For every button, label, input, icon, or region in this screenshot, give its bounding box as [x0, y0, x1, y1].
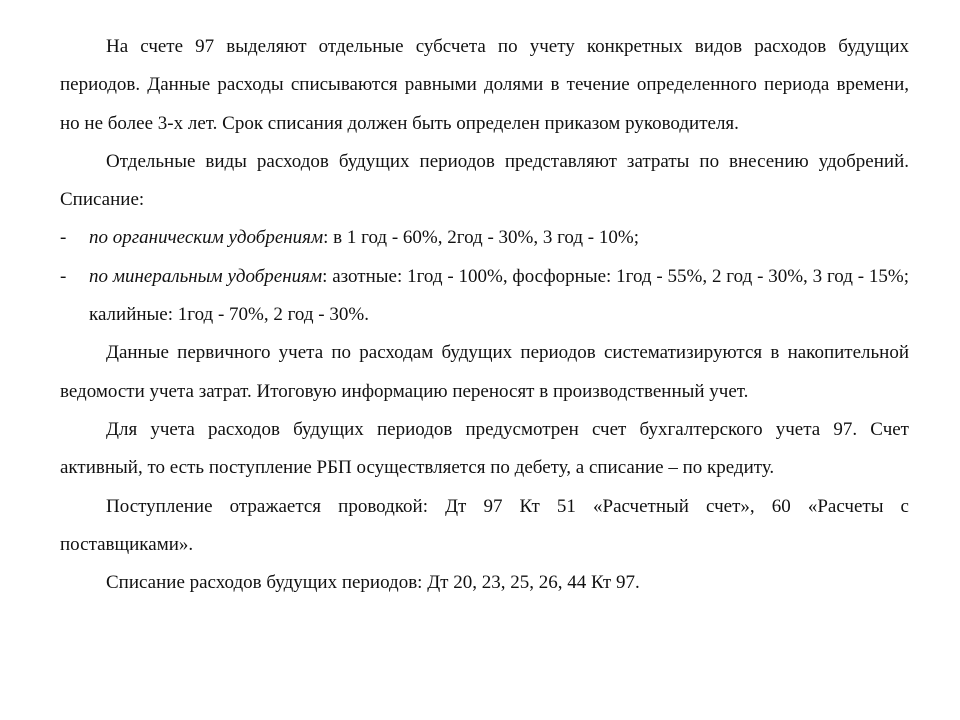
list-item-mineral	[60, 258, 909, 335]
paragraph-primary-accounting: Данные первичного учета по расходам будущих периодов систематизируются в накопительной ведомости учета затрат. Итоговую информацию переносят в производственный учет.	[60, 342, 909, 402]
list-item-organic-term: по органическим удобрениям	[89, 227, 324, 249]
document-body	[60, 28, 909, 602]
paragraph-posting-entry: Поступление отражается проводкой: Дт 97 Кт 51 «Расчетный счет», 60 «Расчеты с поставщиками».	[60, 495, 909, 555]
list-item-mineral-text: : азотные: 1год - 100%, фосфорные: 1год - 55%, 2 год - 30%, 3 год - 15%; калийные: 1год - 70%, 2 год - 30%.	[89, 265, 909, 326]
paragraph-account-97: Для учета расходов будущих периодов предусмотрен счет бухгалтерского учета 97. Счет активный, то есть поступление РБП осуществляется по дебету, а списание – по кредиту.	[60, 418, 909, 479]
bullet-dash-icon: -	[60, 265, 67, 287]
paragraph-fertilizer-expenses: Отдельные виды расходов будущих периодов представляют затраты по внесению удобрений. Списание:	[60, 150, 909, 211]
list-item-organic	[60, 219, 909, 257]
paragraph-subaccounts: На счете 97 выделяют отдельные субсчета по учету конкретных видов расходов будущих периодов. Данные расходы списываются равными долями в течение определенного периода времени, но не более 3-х лет. Срок списания должен быть определен приказом руководителя.	[60, 36, 909, 134]
bullet-dash-icon: -	[60, 227, 67, 249]
paragraph-write-off: Списание расходов будущих периодов: Дт 20, 23, 25, 26, 44 Кт 97.	[106, 572, 640, 594]
list-item-mineral-term: по минеральным удобрениям	[89, 265, 323, 287]
list-item-organic-text: : в 1 год - 60%, 2год - 30%, 3 год - 10%;	[323, 227, 639, 249]
